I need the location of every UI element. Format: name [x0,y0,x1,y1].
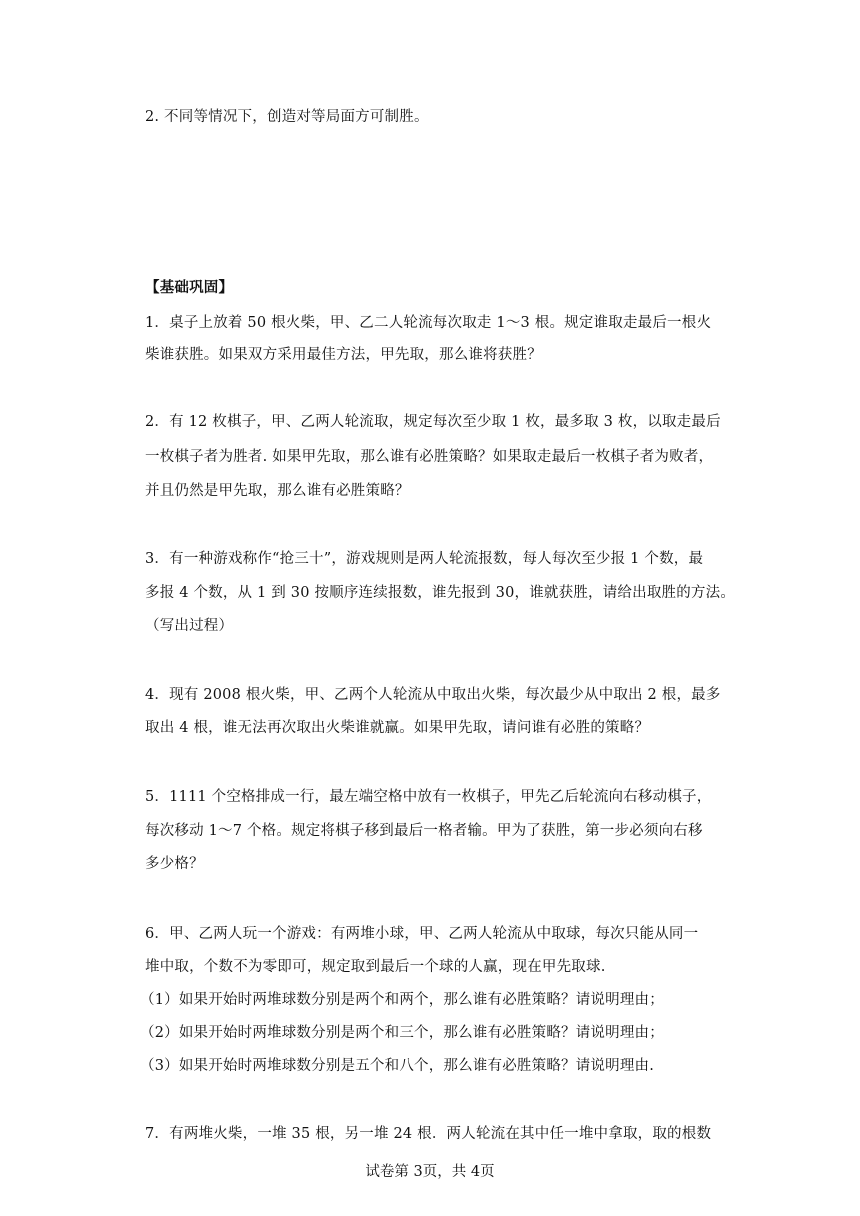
problem-6-line-1: 6．甲、乙两人玩一个游戏：有两堆小球，甲、乙两人轮流从中取球，每次只能从同一 [145,926,699,942]
problem-6-sub-2: （2）如果开始时两堆球数分别是两个和三个，那么谁有必胜策略？请说明理由； [140,1025,664,1041]
problem-6-sub-1: （1）如果开始时两堆球数分别是两个和两个，那么谁有必胜策略？请说明理由； [140,992,664,1008]
page-footer: 试卷第 3页，共 4页 [365,1164,495,1180]
problem-4-line-1: 4．现有 2008 根火柴，甲、乙两个人轮流从中取出火柴，每次最少从中取出 2 根，最多 [145,687,721,703]
problem-7-line-1: 7．有两堆火柴，一堆 35 根，另一堆 24 根．两人轮流在其中任一堆中拿取，取的根数 [145,1126,712,1142]
problem-6-sub-3: （3）如果开始时两堆球数分别是五个和八个，那么谁有必胜策略？请说明理由. [140,1058,655,1074]
problem-5-line-1: 5．1111 个空格排成一行，最左端空格中放有一枚棋子，甲先乙后轮流向右移动棋子， [145,789,712,805]
problem-2-line-2: 一枚棋子者为胜者. 如果甲先取，那么谁有必胜策略？如果取走最后一枚棋子者为败者， [145,449,714,465]
problem-5-line-2: 每次移动 1～7 个格。规定将棋子移到最后一格者输。甲为了获胜，第一步必须向右移 [145,823,703,839]
problem-1-line-1: 1．桌子上放着 50 根火柴，甲、乙二人轮流每次取走 1～3 根。规定谁取走最后一根火 [145,315,712,331]
problem-6-line-2: 堆中取，个数不为零即可，规定取到最后一个球的人赢，现在甲先取球. [145,959,606,975]
problem-1-line-2: 柴谁获胜。如果双方采用最佳方法，甲先取，那么谁将获胜？ [145,347,542,363]
problem-2-line-3: 并且仍然是甲先取，那么谁有必胜策略？ [145,483,410,499]
problem-3-line-1: 3．有一种游戏称作“抢三十”，游戏规则是两人轮流报数，每人每次至少报 1 个数，最 [145,551,704,567]
problem-2-line-1: 2．有 12 枚棋子，甲、乙两人轮流取，规定每次至少取 1 枚，最多取 3 枚，以取走最后 [145,414,721,430]
problem-3-line-3: （写出过程） [145,618,234,634]
problem-4-line-2: 取出 4 根，谁无法再次取出火柴谁就赢。如果甲先取，请问谁有必胜的策略？ [145,720,650,736]
section-heading: 【基础巩固】 [145,279,234,296]
problem-3-line-2: 多报 4 个数，从 1 到 30 按顺序连续报数，谁先报到 30，谁就获胜，请给出取胜的方法。 [145,585,736,601]
note-2: 2. 不同等情况下，创造对等局面方可制胜。 [145,109,429,125]
problem-5-line-3: 多少格？ [145,856,204,872]
